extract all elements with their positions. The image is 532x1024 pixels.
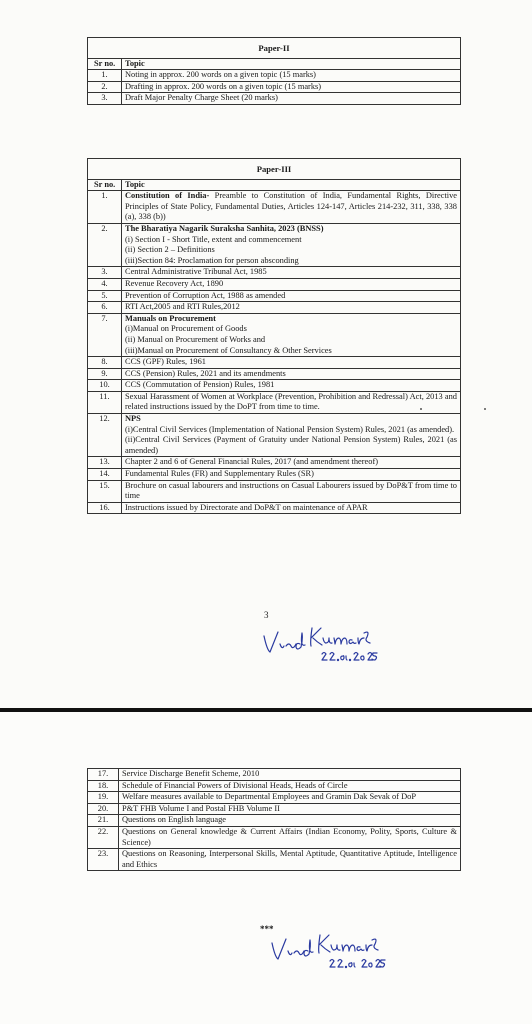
table-row (88, 414, 461, 457)
table-row (88, 81, 461, 93)
topic-cell: Sexual Harassment of Women at Workplace (Prevention, Prohibition and Redressal) Act, 2013 and related instructions issued by the DoPT from time to time. (122, 391, 461, 413)
topic-subitem: (ii) Manual on Procurement of Works and (125, 334, 266, 344)
table-row (88, 313, 461, 356)
sr-cell: 14. (88, 469, 122, 481)
table-row (88, 357, 461, 369)
sr-cell: 22. (88, 826, 119, 848)
topic-cell (122, 191, 461, 224)
table-row (88, 502, 461, 514)
sr-no-header: Sr no. (88, 58, 122, 70)
sr-cell: 7. (88, 313, 122, 356)
topic-cell: P&T FHB Volume I and Postal FHB Volume II (119, 803, 461, 815)
table-row (88, 849, 461, 871)
topic-cell: Brochure on casual labourers and instructions on Casual Labourers issued by DoP&T from time to time (122, 480, 461, 502)
sr-cell: 10. (88, 380, 122, 392)
topic-cell: CCS (Commutation of Pension) Rules, 1981 (122, 380, 461, 392)
paper-2-title: Paper-II (88, 38, 461, 59)
topic-header: Topic (122, 179, 461, 191)
table-row (88, 380, 461, 392)
sr-cell: 9. (88, 368, 122, 380)
table-row (88, 290, 461, 302)
topic-cell: CCS (Pension) Rules, 2021 and its amendments (122, 368, 461, 380)
topic-subitem: (i)Manual on Procurement of Goods (125, 324, 247, 334)
topic-cell: Instructions issued by Directorate and DoP&T on maintenance of APAR (122, 502, 461, 514)
sr-cell: 11. (88, 391, 122, 413)
topic-cell: RTI Act,2005 and RTI Rules,2012 (122, 302, 461, 314)
table-row (88, 780, 461, 792)
topic-cell: Welfare measures available to Departmental Employees and Gramin Dak Sevak of DoP (119, 792, 461, 804)
sr-no-header: Sr no. (88, 179, 122, 191)
sr-cell: 4. (88, 278, 122, 290)
sr-cell: 17. (88, 769, 119, 781)
sr-cell: 12. (88, 414, 122, 457)
sr-cell: 3. (88, 93, 122, 105)
sr-cell: 3. (88, 267, 122, 279)
table-row (88, 769, 461, 781)
sr-cell: 15. (88, 480, 122, 502)
sr-cell: 23. (88, 849, 119, 871)
table-header-row (88, 58, 461, 70)
table-row (88, 70, 461, 82)
table-row (88, 469, 461, 481)
topic-subitem: (ii) Section 2 – Definitions (125, 245, 215, 255)
stray-mark (484, 408, 486, 410)
sr-cell: 1. (88, 191, 122, 224)
sr-cell: 6. (88, 302, 122, 314)
sr-cell: 21. (88, 815, 119, 827)
topic-header: Topic (122, 58, 461, 70)
topic-heading: Constitution of India- (125, 191, 210, 201)
topic-text: Preamble to Constitution of India, Fundamental Rights, Directive Principles of State Policy, Fundamental Duties, Articles 124-147, Articles 214-232, 311, 338, 338 (a), 338 (b)) (125, 191, 457, 222)
table-row (88, 391, 461, 413)
sr-cell: 18. (88, 780, 119, 792)
stray-mark (420, 408, 422, 410)
table-row (88, 826, 461, 848)
table-row (88, 302, 461, 314)
topic-cell: Questions on General knowledge & Current Affairs (Indian Economy, Polity, Sports, Culture & Science) (119, 826, 461, 848)
topic-cell: Draft Major Penalty Charge Sheet (20 marks) (122, 93, 461, 105)
topic-cell (122, 313, 461, 356)
topic-subitem: (i) Section I - Short Title, extent and commencement (125, 234, 302, 244)
table-row (88, 278, 461, 290)
handwritten-signature (268, 925, 398, 977)
topic-cell: Schedule of Financial Powers of Divisional Heads, Heads of Circle (119, 780, 461, 792)
table-row (88, 93, 461, 105)
topic-cell: Prevention of Corruption Act, 1988 as amended (122, 290, 461, 302)
topic-subitem: (iii)Manual on Procurement of Consultancy & Other Services (125, 345, 332, 355)
table-title-row (88, 38, 461, 59)
paper-3-table-continued (87, 768, 461, 871)
paper-3-table (87, 158, 461, 514)
paper-3-title: Paper-III (88, 159, 461, 180)
topic-cell: CCS (GPF) Rules, 1961 (122, 357, 461, 369)
sr-cell: 20. (88, 803, 119, 815)
topic-cell: Chapter 2 and 6 of General Financial Rules, 2017 (and amendment thereof) (122, 457, 461, 469)
topic-cell: Service Discharge Benefit Scheme, 2010 (119, 769, 461, 781)
topic-cell: Central Administrative Tribunal Act, 1985 (122, 267, 461, 279)
table-row (88, 480, 461, 502)
table-row (88, 803, 461, 815)
topic-cell (122, 223, 461, 266)
end-marker: *** (260, 924, 274, 934)
table-row (88, 368, 461, 380)
topic-cell: Fundamental Rules (FR) and Supplementary Rules (SR) (122, 469, 461, 481)
table-title-row (88, 159, 461, 180)
topic-cell: Revenue Recovery Act, 1890 (122, 278, 461, 290)
table-row (88, 191, 461, 224)
topic-cell (122, 414, 461, 457)
topic-subitem: (i)Central Civil Services (Implementation of National Pension System) Rules, 2021 (as amended). (125, 424, 455, 434)
table-row (88, 815, 461, 827)
topic-subitem: (iii)Section 84: Proclamation for person absconding (125, 255, 299, 265)
topic-cell: Noting in approx. 200 words on a given topic (15 marks) (122, 70, 461, 82)
topic-heading: Manuals on Procurement (125, 313, 216, 323)
sr-cell: 2. (88, 81, 122, 93)
sr-cell: 2. (88, 223, 122, 266)
table-row (88, 223, 461, 266)
table-row (88, 267, 461, 279)
sr-cell: 1. (88, 70, 122, 82)
paper-2-table (87, 37, 461, 105)
table-row (88, 792, 461, 804)
sr-cell: 5. (88, 290, 122, 302)
page-number: 3 (264, 610, 269, 620)
topic-subitem: (ii)Central Civil Services (Payment of Gratuity under National Pension System) Rules, 2021 (as amended) (125, 435, 457, 455)
sr-cell: 8. (88, 357, 122, 369)
table-header-row (88, 179, 461, 191)
topic-cell: Drafting in approx. 200 words on a given topic (15 marks) (122, 81, 461, 93)
sr-cell: 13. (88, 457, 122, 469)
table-row (88, 457, 461, 469)
sr-cell: 16. (88, 502, 122, 514)
topic-cell: Questions on Reasoning, Interpersonal Skills, Mental Aptitude, Quantitative Aptitude, Intelligence and Ethics (119, 849, 461, 871)
topic-heading: NPS (125, 414, 141, 424)
topic-heading: The Bharatiya Nagarik Suraksha Sanhita, 2023 (BNSS) (125, 223, 324, 233)
sr-cell: 19. (88, 792, 119, 804)
topic-cell: Questions on English language (119, 815, 461, 827)
handwritten-signature (260, 618, 390, 670)
